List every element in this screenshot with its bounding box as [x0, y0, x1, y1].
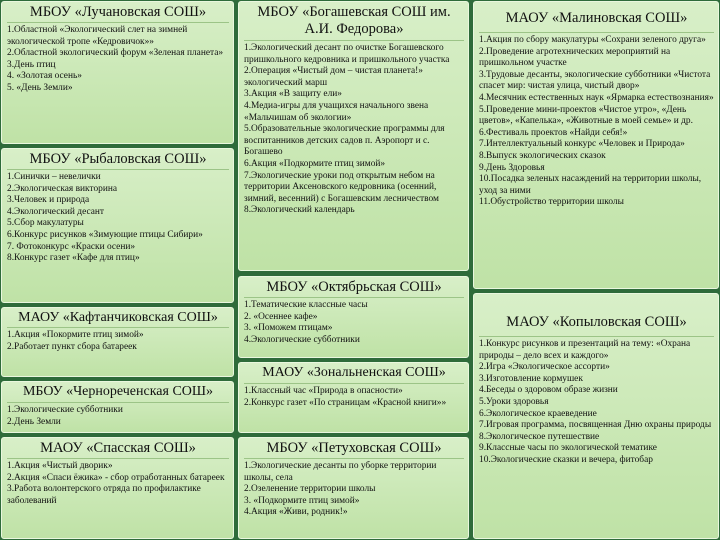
card-petukhovskaya: [238, 437, 469, 539]
activity-item: 7.Интеллектуальный конкурс «Человек и Природа»: [479, 139, 685, 150]
activity-item: 3.Трудовые десанты, экологические субботники «Чистота спасет мир: чистая улица, чистый двор»: [479, 69, 711, 92]
activity-item: 1.Конкурс рисунков и презентаций на тему: «Охрана природы – дело всех и каждого»: [479, 339, 691, 361]
activity-list: [7, 330, 229, 353]
activity-item: 1.Акция «Покормите птиц зимой»: [7, 330, 144, 340]
activity-item: 7.Игровая программа, посвященная Дню охраны природы: [479, 420, 712, 431]
activity-item: 8.Экологический календарь: [244, 205, 355, 216]
activity-item: 4.Экологические субботники: [244, 334, 360, 345]
activity-item: 9.День Здоровья: [479, 162, 545, 173]
activity-item: 2.Проведение агротехнических мероприятий на пришкольном участке: [479, 46, 671, 69]
activity-item: 1.Тематические классные часы: [244, 300, 368, 310]
activity-item: 4.Экологический десант: [7, 206, 105, 217]
card-chernorechenskaya: [1, 381, 234, 433]
card-title: МБОУ «Лучановская СОШ»: [7, 4, 229, 23]
card-title: МБОУ «Петуховская СОШ»: [244, 440, 464, 459]
activity-list: [244, 300, 464, 346]
activity-item: 1.Акция по сбору макулатуры «Сохрани зеленого друга»: [479, 35, 706, 45]
activity-item: 3. «Подкормите птиц зимой»: [244, 495, 360, 506]
activity-item: 2.Акция «Спаси ёжика» - сбор отработанных батареек: [7, 472, 225, 483]
activity-item: 1.Областной «Экологический слет на зимней экологической тропе «Кедровичок»»: [7, 25, 188, 47]
activity-item: 1.Акция «Чистый дворик»: [7, 461, 113, 471]
activity-list: [7, 461, 229, 507]
activity-item: 3.День птиц: [7, 59, 56, 70]
activity-item: 4.Медиа-игры для учащихся начального звена «Мальчишам об экологии»: [244, 100, 429, 123]
activity-item: 1.Классный час «Природа в опасности»: [244, 386, 403, 396]
activity-item: 4. «Золотая осень»: [7, 71, 82, 82]
card-title: МАОУ «Малиновская СОШ»: [479, 4, 714, 33]
activity-item: 10.Посадка зеленых насаждений на территории школы, уход за ними: [479, 174, 702, 196]
activity-item: 11.Обустройство территории школы: [479, 197, 624, 208]
card-bogashevskaya: [238, 1, 469, 271]
activity-item: 5.Сбор макулатуры: [7, 218, 84, 229]
activity-item: 2.Областной экологический форум «Зеленая планета»: [7, 48, 224, 59]
card-title: МАОУ «Зональненская СОШ»: [244, 365, 464, 384]
activity-item: 1.Экологические субботники: [7, 405, 123, 415]
activity-item: 2.День Земли: [7, 416, 61, 427]
card-luchanovskaya: [1, 1, 234, 144]
activity-item: 2.Игра «Экологическое ассорти»: [479, 362, 610, 373]
activity-item: 1.Экологические десанты по уборке территории школы, села: [244, 461, 437, 483]
activity-list: [7, 172, 229, 265]
activity-list: [479, 339, 714, 467]
activity-item: 6.Конкурс рисунков «Зимующие птицы Сибири»: [7, 229, 203, 240]
activity-list: [479, 35, 714, 209]
activity-item: 2.Экологическая викторина: [7, 183, 118, 194]
activity-item: 2.Озеленение территории школы: [244, 484, 376, 495]
activity-item: 3.Человек и природа: [7, 195, 90, 206]
activity-item: 8.Выпуск экологических сказок: [479, 150, 606, 161]
card-title: МАОУ «Копыловская СОШ»: [479, 296, 714, 337]
activity-item: 5.Образовательные экологические программы для воспитанников детских садов п. Аэропорт и с. Богашево: [244, 124, 445, 158]
activity-item: 2.Конкурс газет «По страницам «Красной книги»»: [244, 397, 447, 408]
card-kopylovskaya: [473, 293, 719, 539]
activity-list: [7, 25, 229, 95]
activity-item: 4.Месячник естественных наук «Ярмарка естествознания»: [479, 92, 714, 103]
activity-item: 3. «Поможем птицам»: [244, 323, 333, 334]
activity-list: [7, 405, 229, 428]
activity-item: 3.Работа волонтерского отряда по профилактике заболеваний: [7, 484, 201, 506]
activity-item: 3.Акция «В защиту ели»: [244, 89, 342, 100]
activity-item: 6.Акция «Подкормите птиц зимой»: [244, 158, 386, 169]
activity-list: [244, 386, 464, 409]
card-malinovskaya: [473, 1, 719, 289]
activity-item: 7. Фотоконкурс «Краски осени»: [7, 241, 136, 252]
card-title: МАОУ «Спасская СОШ»: [7, 440, 229, 459]
card-title: МБОУ «Богашевская СОШ им. А.И. Федорова»: [244, 4, 464, 41]
activity-item: 6.Фестиваль проектов «Найди себя!»: [479, 127, 628, 138]
card-spasskaya: [1, 437, 234, 539]
activity-item: 6.Экологическое краеведение: [479, 408, 597, 419]
card-title: МБОУ «Рыбаловская СОШ»: [7, 151, 229, 170]
activity-item: 4.Акция «Живи, родник!»: [244, 507, 348, 518]
activity-item: 2.Работает пункт сбора батареек: [7, 341, 137, 352]
activity-list: [244, 43, 464, 217]
card-title: МБОУ «Чернореченская СОШ»: [7, 384, 229, 403]
card-title: МАОУ «Кафтанчиковская СОШ»: [7, 310, 229, 328]
activity-item: 3.Изготовление кормушек: [479, 373, 583, 384]
activity-item: 2.Операция «Чистый дом – чистая планета!» экологический марш: [244, 66, 423, 88]
activity-item: 1.Синички – невелички: [7, 172, 101, 182]
card-kaftanchikovskaya: [1, 307, 234, 377]
activity-item: 5. «День Земли»: [7, 82, 73, 93]
activity-item: 5.Проведение мини-проектов «Чистое утро», «День цветов», «Капелька», «Животные в моей семье» и др.: [479, 104, 693, 127]
activity-item: 2. «Осеннее кафе»: [244, 311, 318, 322]
activity-item: 10.Экологические сказки и вечера, фитобар: [479, 454, 653, 465]
activity-item: 8.Экологическое путешествие: [479, 431, 600, 442]
card-oktyabrskaya: [238, 276, 469, 358]
activity-item: 9.Классные часы по экологической тематике: [479, 443, 657, 454]
activity-item: 4.Беседы о здоровом образе жизни: [479, 385, 618, 396]
card-rybalovskaya: [1, 148, 234, 303]
activity-item: 7.Экологические уроки под открытым небом на территории Аксеновского кедровника (осенний, зимний, весенний) с Богашевским лесничеством: [244, 170, 439, 204]
card-zonalnenskaya: [238, 362, 469, 433]
card-title: МБОУ «Октябрьская СОШ»: [244, 279, 464, 298]
activity-list: [244, 461, 464, 519]
activity-item: 1.Экологический десант по очистке Богашевского пришкольного кедровника и пришкольного участка: [244, 43, 450, 65]
activity-item: 8.Конкурс газет «Кафе для птиц»: [7, 253, 140, 264]
activity-item: 5.Уроки здоровья: [479, 396, 549, 407]
